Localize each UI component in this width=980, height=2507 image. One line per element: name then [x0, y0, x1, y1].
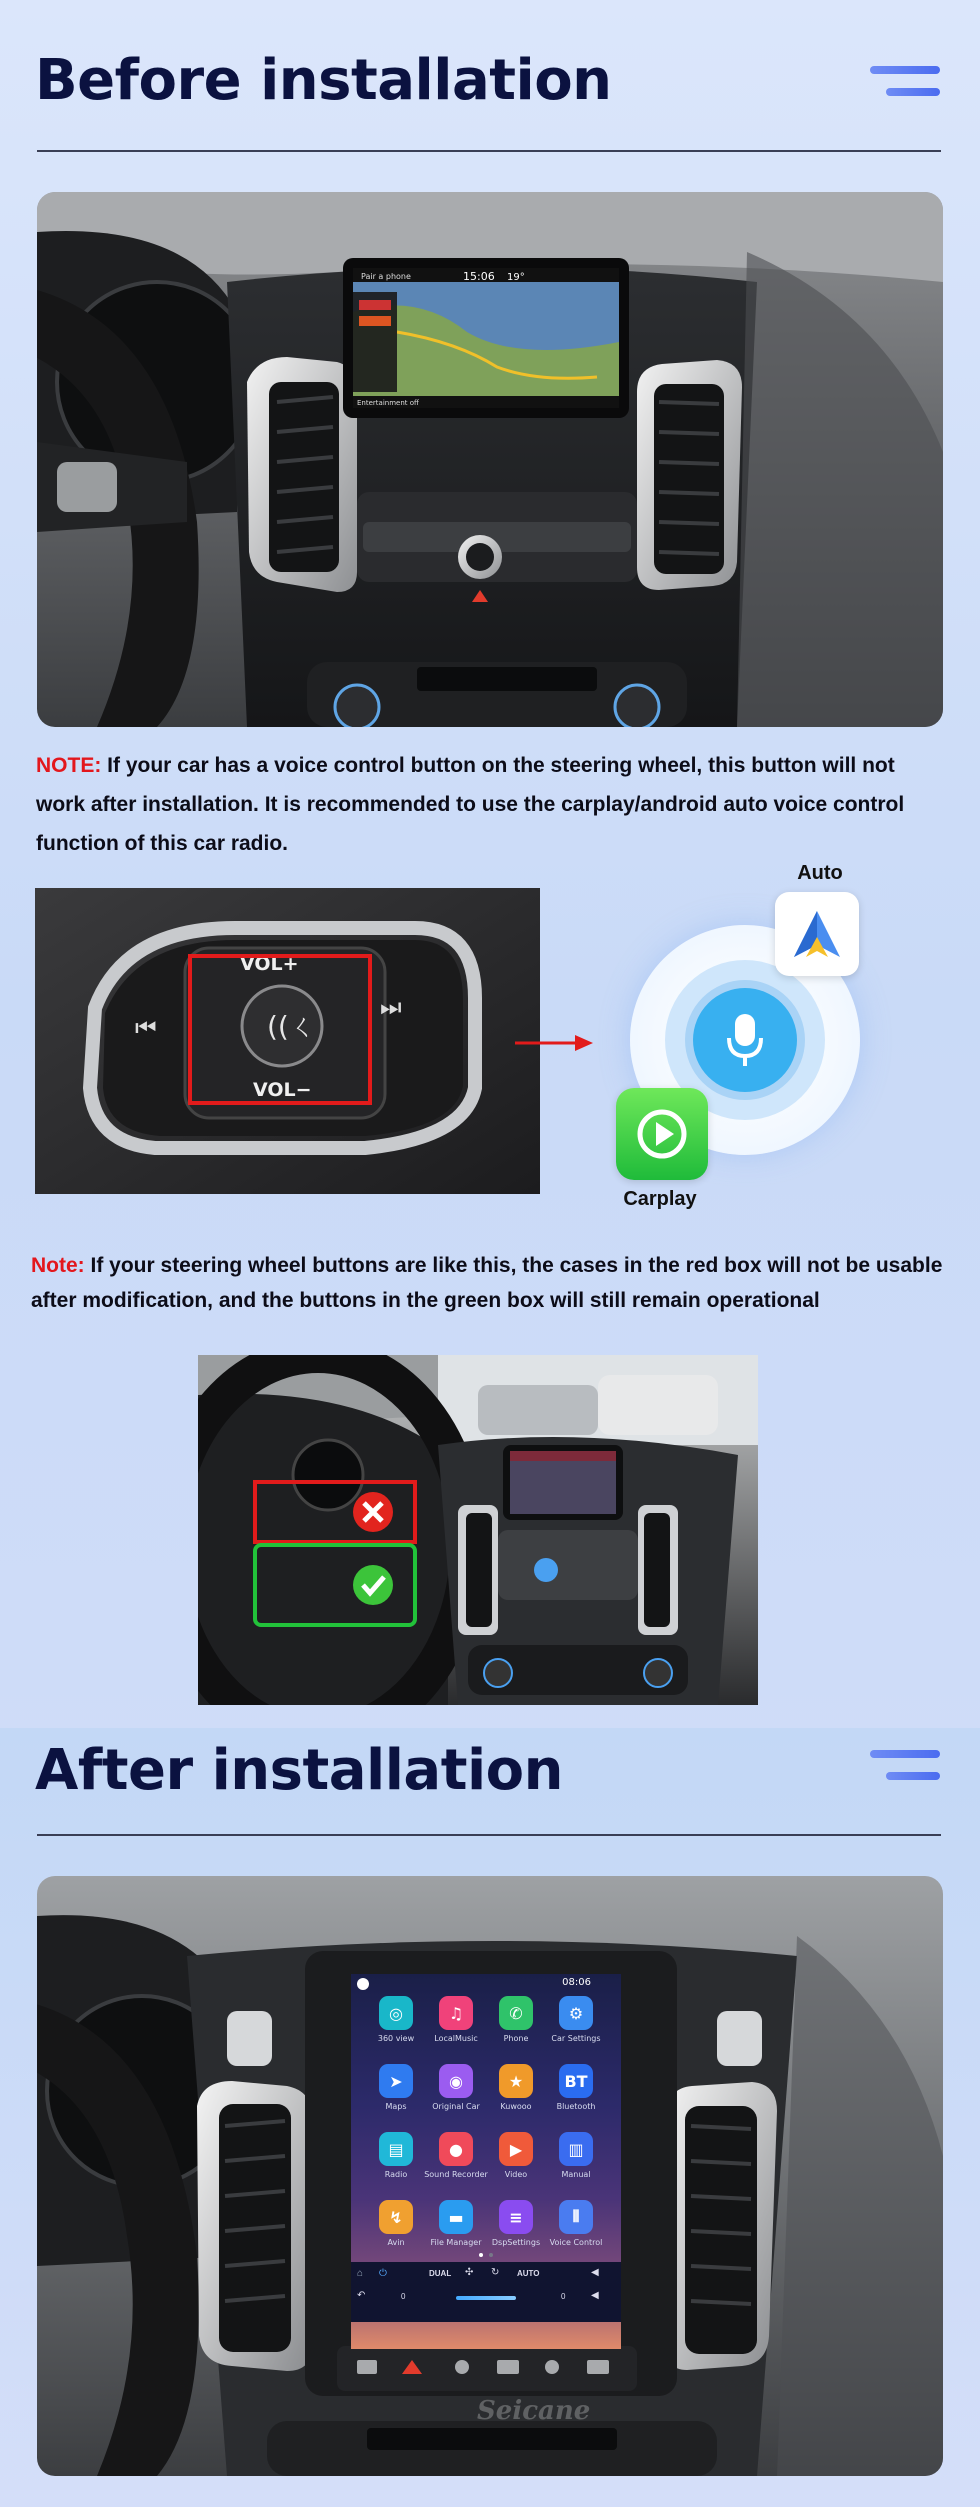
- steering-wheel-buttons-photo: [35, 888, 540, 1194]
- fan-speed-slider[interactable]: [456, 2296, 516, 2300]
- vol-plus-label: VOL+: [240, 953, 299, 975]
- arrow-right-icon: [515, 1028, 595, 1058]
- app-label: Voice Control: [549, 2238, 603, 2247]
- app-label: LocalMusic: [434, 2034, 478, 2043]
- back-icon[interactable]: ↶: [357, 2290, 366, 2301]
- divider: [37, 150, 941, 152]
- note-text: If your steering wheel buttons are like this, the cases in the red box will not be usable after modification, and the buttons in the green box will still remain operational: [31, 1254, 943, 1312]
- app-label: 360 view: [377, 2034, 415, 2043]
- app-icon[interactable]: ≡: [499, 2200, 533, 2234]
- power-icon[interactable]: ⏻: [379, 2268, 387, 2279]
- interior-button-comparison-photo: [198, 1355, 758, 1705]
- menu-icon[interactable]: [870, 1750, 940, 1790]
- left-temp: 0: [401, 2292, 406, 2301]
- after-installation-title: After installation: [35, 1738, 564, 1803]
- note-steering-buttons: [31, 1248, 951, 1318]
- auto-label: Auto: [797, 862, 843, 884]
- home-icon[interactable]: ⌂: [357, 2268, 364, 2279]
- old-screen-temp: 19°: [507, 272, 525, 283]
- note-label: NOTE:: [36, 754, 102, 777]
- app-label: Sound Recorder: [424, 2170, 488, 2179]
- app-icon[interactable]: ⦀: [559, 2200, 593, 2234]
- app-label: Original Car: [432, 2102, 480, 2111]
- app-icon[interactable]: ▶: [499, 2132, 533, 2166]
- app-label: Car Settings: [551, 2034, 601, 2043]
- svg-text:⏭: ⏭: [380, 993, 402, 1021]
- app-label: Video: [504, 2170, 528, 2179]
- app-label: Avin: [387, 2238, 405, 2247]
- radio-screen: [351, 1974, 621, 2349]
- old-screen-time: 15:06: [463, 270, 495, 283]
- app-label: Manual: [561, 2170, 591, 2179]
- app-icon[interactable]: ⚙: [559, 1996, 593, 2030]
- app-icon[interactable]: ★: [499, 2064, 533, 2098]
- app-label: DspSettings: [491, 2238, 541, 2247]
- menu-icon[interactable]: [870, 66, 940, 106]
- recirculate-icon[interactable]: ↻: [491, 2267, 500, 2278]
- screen-time: 08:06: [562, 1977, 591, 1988]
- divider: [37, 1834, 941, 1836]
- climate-bar: [351, 2262, 621, 2322]
- app-icon[interactable]: ◉: [439, 2064, 473, 2098]
- auto-button[interactable]: AUTO: [517, 2269, 540, 2278]
- watermark: Seicane: [477, 2396, 591, 2426]
- right-temp: 0: [561, 2292, 566, 2301]
- app-label: Bluetooth: [556, 2102, 596, 2111]
- app-label: File Manager: [430, 2238, 482, 2247]
- app-label: Radio: [384, 2170, 408, 2179]
- svg-text:⏮: ⏮: [135, 1014, 157, 1042]
- app-label: Maps: [385, 2102, 407, 2111]
- app-label: Kuwooo: [500, 2102, 532, 2111]
- app-icon[interactable]: ➤: [379, 2064, 413, 2098]
- note-text: If your car has a voice control button on the steering wheel, this button will not work after installation. It is recommended to use the carplay/android auto voice control function of this car radio.: [36, 754, 905, 855]
- installed-radio-photo: [37, 1876, 943, 2476]
- fan-icon[interactable]: ✣: [465, 2267, 474, 2278]
- carplay-label: Carplay: [623, 1188, 697, 1210]
- original-dashboard-photo: [37, 192, 943, 727]
- volume-icon[interactable]: ◀: [591, 2267, 599, 2278]
- before-installation-title: Before installation: [35, 48, 612, 113]
- note-voice-control: [36, 746, 946, 863]
- svg-text:((ㄑ: ((ㄑ: [267, 1010, 317, 1043]
- app-icon[interactable]: ✆: [499, 1996, 533, 2030]
- app-icon[interactable]: ●: [439, 2132, 473, 2166]
- app-label: Phone: [503, 2034, 529, 2043]
- app-icon[interactable]: ↯: [379, 2200, 413, 2234]
- dual-button[interactable]: DUAL: [429, 2269, 452, 2278]
- vol-minus-label: VOL−: [253, 1079, 312, 1101]
- old-screen-header: Pair a phone: [361, 272, 411, 281]
- app-icon[interactable]: ♫: [439, 1996, 473, 2030]
- app-icon[interactable]: ▬: [439, 2200, 473, 2234]
- home-icon[interactable]: [357, 1978, 369, 1990]
- app-icon[interactable]: ◎: [379, 1996, 413, 2030]
- microphone-icon[interactable]: [693, 988, 797, 1092]
- old-screen-bottom: Entertainment off: [357, 399, 419, 407]
- android-auto-icon[interactable]: [775, 892, 859, 976]
- app-icon[interactable]: BT: [559, 2064, 593, 2098]
- note-label: Note:: [31, 1254, 85, 1277]
- carplay-icon[interactable]: [616, 1088, 708, 1180]
- volume-down-icon[interactable]: ◀: [591, 2290, 599, 2301]
- app-icon[interactable]: ▥: [559, 2132, 593, 2166]
- app-icon[interactable]: ▤: [379, 2132, 413, 2166]
